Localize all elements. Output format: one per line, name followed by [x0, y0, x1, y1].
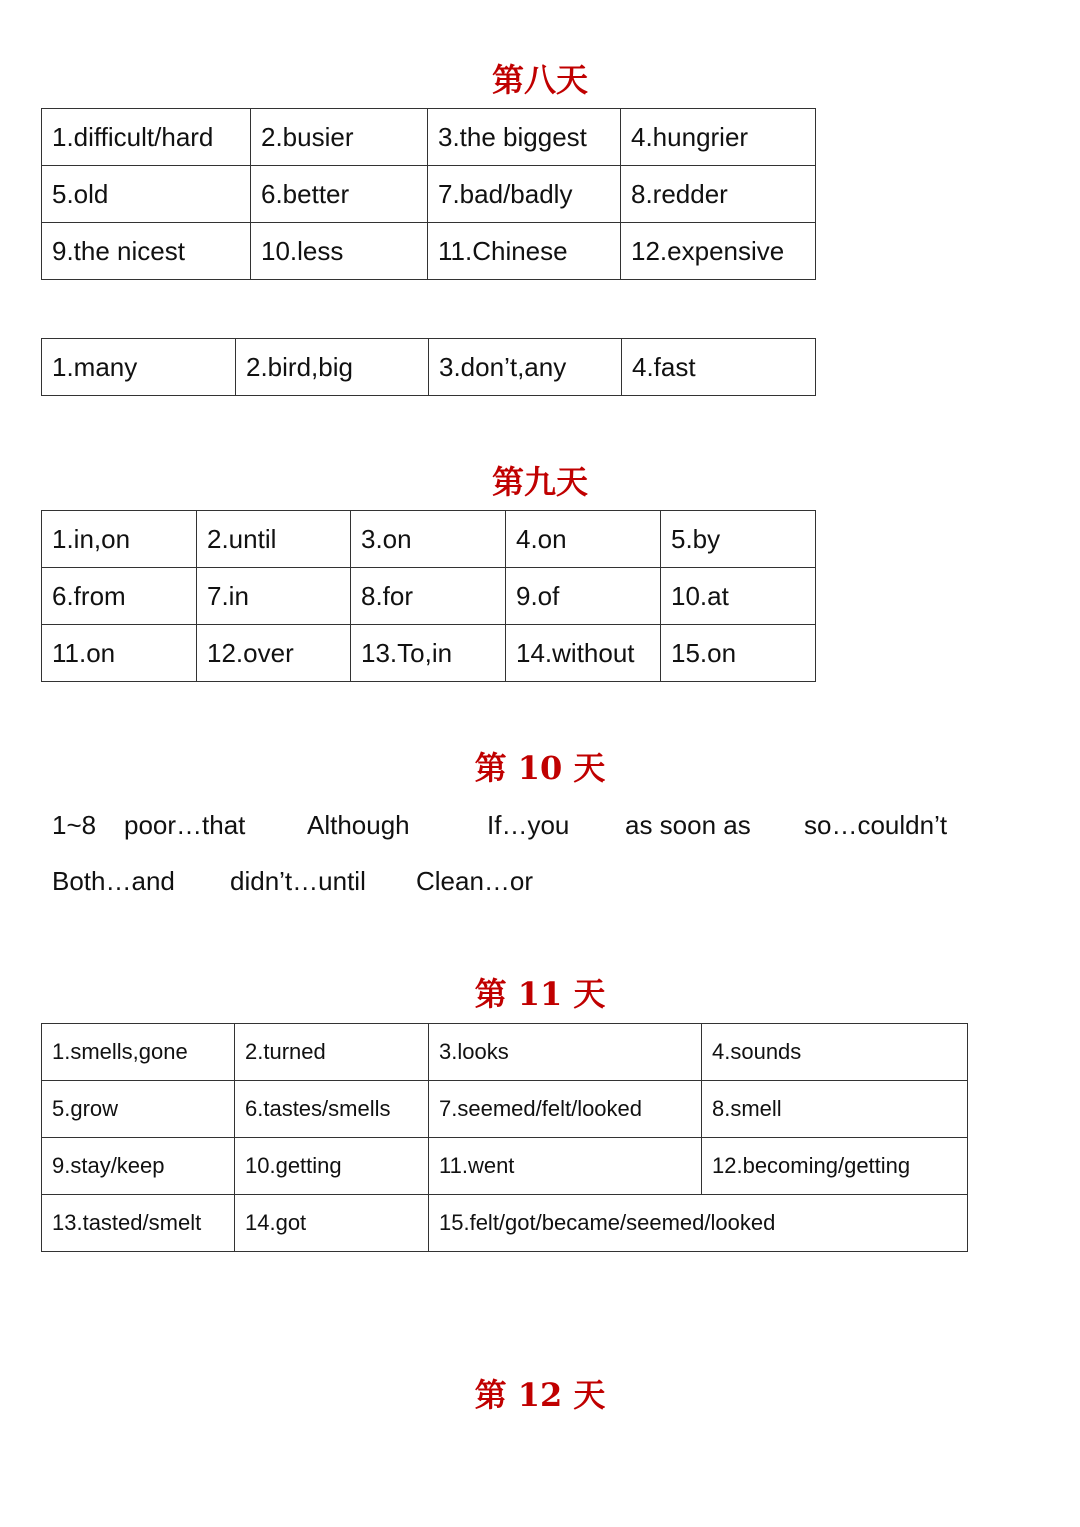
- day9-table: [41, 510, 816, 682]
- table-cell: 10.getting: [235, 1138, 429, 1195]
- table-cell: 5.old: [42, 166, 251, 223]
- day8-heading: 第八天: [491, 61, 588, 99]
- table-cell: 5.grow: [42, 1081, 235, 1138]
- day8-table-1: [41, 108, 816, 280]
- table-row: [42, 339, 816, 396]
- day10-heading: 第 10 天: [474, 749, 606, 787]
- table-row: [42, 625, 816, 682]
- table-cell: 11.went: [429, 1138, 702, 1195]
- table-cell: 7.in: [197, 568, 351, 625]
- answer-item: Clean…or: [416, 866, 534, 896]
- table-cell: 4.sounds: [702, 1024, 968, 1081]
- table-cell: 1.smells,gone: [42, 1024, 235, 1081]
- table-cell: 7.seemed/felt/looked: [429, 1081, 702, 1138]
- day12-heading: 第 12 天: [474, 1376, 606, 1414]
- table-cell: 14.without: [506, 625, 661, 682]
- table-cell: 15.felt/got/became/seemed/looked: [429, 1195, 968, 1252]
- table-cell: 14.got: [235, 1195, 429, 1252]
- table-cell: 3.looks: [429, 1024, 702, 1081]
- answer-item: Although: [307, 810, 410, 840]
- table-cell: 6.tastes/smells: [235, 1081, 429, 1138]
- table-row: [42, 568, 816, 625]
- table-cell: 8.redder: [621, 166, 816, 223]
- day11-heading: 第 11 天: [474, 975, 606, 1013]
- table-cell: 2.bird,big: [236, 339, 429, 396]
- answer-item: didn’t…until: [230, 866, 366, 896]
- table-cell: 1.in,on: [42, 511, 197, 568]
- table-cell: 12.over: [197, 625, 351, 682]
- answer-item: Both…and: [52, 866, 175, 896]
- table-cell: 3.the biggest: [428, 109, 621, 166]
- table-cell: 6.from: [42, 568, 197, 625]
- day9-heading: 第九天: [491, 463, 588, 501]
- table-row: [42, 1138, 968, 1195]
- answer-item: poor…that: [124, 810, 246, 840]
- answer-item: so…couldn’t: [804, 810, 948, 840]
- answer-item: as soon as: [625, 810, 751, 840]
- table-cell: 10.less: [251, 223, 428, 280]
- day8-table-2: [41, 338, 816, 396]
- table-cell: 1.difficult/hard: [42, 109, 251, 166]
- table-cell: 13.tasted/smelt: [42, 1195, 235, 1252]
- table-cell: 11.Chinese: [428, 223, 621, 280]
- table-cell: 12.expensive: [621, 223, 816, 280]
- table-cell: 6.better: [251, 166, 428, 223]
- table-cell: 7.bad/badly: [428, 166, 621, 223]
- table-cell: 3.on: [351, 511, 506, 568]
- table-cell: 9.of: [506, 568, 661, 625]
- table-row: [42, 109, 816, 166]
- table-row: [42, 1024, 968, 1081]
- table-cell: 4.hungrier: [621, 109, 816, 166]
- table-cell: 15.on: [661, 625, 816, 682]
- table-cell: 2.until: [197, 511, 351, 568]
- table-cell: 1.many: [42, 339, 236, 396]
- table-cell: 4.fast: [622, 339, 816, 396]
- table-cell: 4.on: [506, 511, 661, 568]
- table-row: [42, 166, 816, 223]
- table-cell: 13.To,in: [351, 625, 506, 682]
- answer-item: 1~8: [52, 810, 97, 840]
- table-cell: 3.don’t,any: [429, 339, 622, 396]
- table-row: [42, 1081, 968, 1138]
- table-cell: 11.on: [42, 625, 197, 682]
- answer-item: If…you: [487, 810, 570, 840]
- table-cell: 5.by: [661, 511, 816, 568]
- table-cell: 8.for: [351, 568, 506, 625]
- table-row: [42, 223, 816, 280]
- table-cell: 12.becoming/getting: [702, 1138, 968, 1195]
- table-row: [42, 1195, 968, 1252]
- table-cell: 9.stay/keep: [42, 1138, 235, 1195]
- day11-table: [41, 1023, 968, 1252]
- table-cell: 2.turned: [235, 1024, 429, 1081]
- table-cell: 10.at: [661, 568, 816, 625]
- table-cell: 9.the nicest: [42, 223, 251, 280]
- table-cell: 2.busier: [251, 109, 428, 166]
- table-cell: 8.smell: [702, 1081, 968, 1138]
- table-row: [42, 511, 816, 568]
